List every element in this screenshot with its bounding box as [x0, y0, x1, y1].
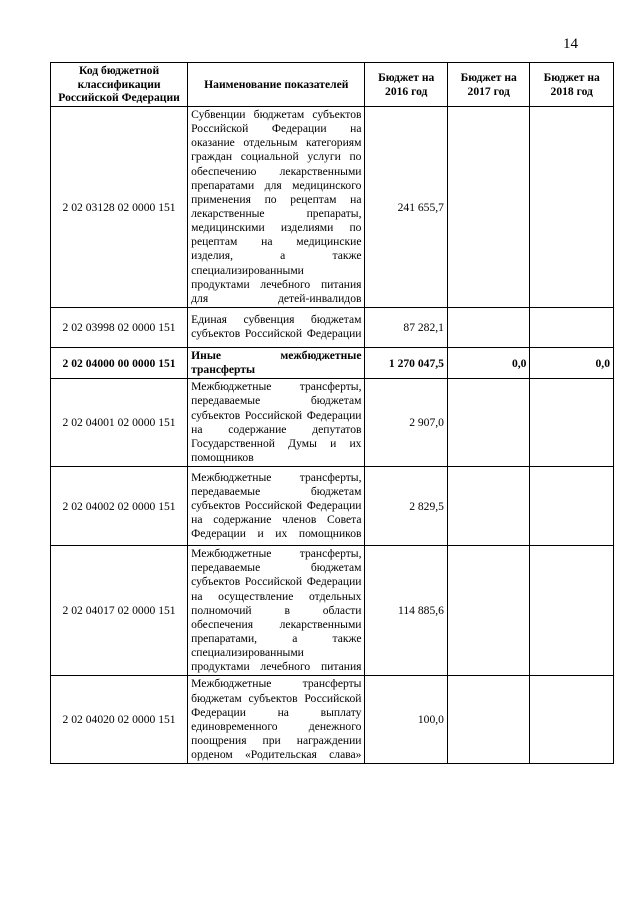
table-row — [51, 307, 614, 347]
header-budget-2017: Бюджет на 2017 год — [447, 63, 529, 107]
budget-2017-cell — [447, 467, 529, 546]
budget-2017-cell — [447, 676, 529, 764]
budget-2018-cell — [530, 379, 614, 467]
code-cell: 2 02 04002 02 0000 151 — [51, 467, 188, 546]
budget-2017-cell — [447, 546, 529, 676]
name-cell: Межбюджетные трансферты, передаваемые бюджетам субъектов Российской Федерации на содержание членов Совета Федерации и их помощников — [188, 467, 365, 546]
table-row — [51, 347, 614, 378]
table-row — [51, 379, 614, 467]
table-row — [51, 107, 614, 308]
budget-2018-cell — [530, 467, 614, 546]
table-header-row — [51, 63, 614, 107]
name-cell: Межбюджетные трансферты, передаваемые бюджетам субъектов Российской Федерации на осуществление отдельных полномочий в области обеспечения лекарственными препаратами, а также специализированными продуктами лечебного питания — [188, 546, 365, 676]
budget-table — [50, 62, 614, 764]
code-cell: 2 02 04001 02 0000 151 — [51, 379, 188, 467]
budget-2018-cell — [530, 307, 614, 347]
budget-2016-cell: 2 829,5 — [365, 467, 447, 546]
header-budget-2018: Бюджет на 2018 год — [530, 63, 614, 107]
budget-2017-cell — [447, 307, 529, 347]
budget-2016-cell: 2 907,0 — [365, 379, 447, 467]
budget-2016-cell: 100,0 — [365, 676, 447, 764]
budget-2018-cell — [530, 676, 614, 764]
table-row — [51, 546, 614, 676]
name-cell: Субвенции бюджетам субъектов Российской Федерации на оказание отдельным категориям граждан социальной услуги по обеспечению лекарственными препаратами для медицинского применения по рецептам на лекарственные препараты, медицинскими изделиями по рецептам на медицинские изделия, а также специализированными продуктами лечебного питания для детей-инвалидов — [188, 107, 365, 308]
table-row — [51, 676, 614, 764]
budget-2018-cell — [530, 546, 614, 676]
budget-2018-cell — [530, 107, 614, 308]
page-number: 14 — [563, 36, 578, 52]
code-cell: 2 02 03998 02 0000 151 — [51, 307, 188, 347]
budget-2016-cell: 87 282,1 — [365, 307, 447, 347]
budget-2018-cell: 0,0 — [530, 347, 614, 378]
budget-2017-cell — [447, 107, 529, 308]
header-code: Код бюджетной классификации Российской Федерации — [51, 63, 188, 107]
table-row — [51, 467, 614, 546]
name-cell: Иные межбюджетные трансферты — [188, 347, 365, 378]
header-name: Наименование показателей — [188, 63, 365, 107]
budget-2016-cell: 114 885,6 — [365, 546, 447, 676]
budget-2016-cell: 1 270 047,5 — [365, 347, 447, 378]
code-cell: 2 02 04017 02 0000 151 — [51, 546, 188, 676]
budget-2017-cell — [447, 379, 529, 467]
code-cell: 2 02 04020 02 0000 151 — [51, 676, 188, 764]
budget-2017-cell: 0,0 — [447, 347, 529, 378]
budget-2016-cell: 241 655,7 — [365, 107, 447, 308]
name-cell: Межбюджетные трансферты бюджетам субъектов Российской Федерации на выплату единовременного денежного поощрения при награждении орденом «Родительская слава» — [188, 676, 365, 764]
code-cell: 2 02 04000 00 0000 151 — [51, 347, 188, 378]
name-cell: Единая субвенция бюджетам субъектов Российской Федерации — [188, 307, 365, 347]
name-cell: Межбюджетные трансферты, передаваемые бюджетам субъектов Российской Федерации на содержание депутатов Государственной Думы и их помощников — [188, 379, 365, 467]
header-budget-2016: Бюджет на 2016 год — [365, 63, 447, 107]
code-cell: 2 02 03128 02 0000 151 — [51, 107, 188, 308]
